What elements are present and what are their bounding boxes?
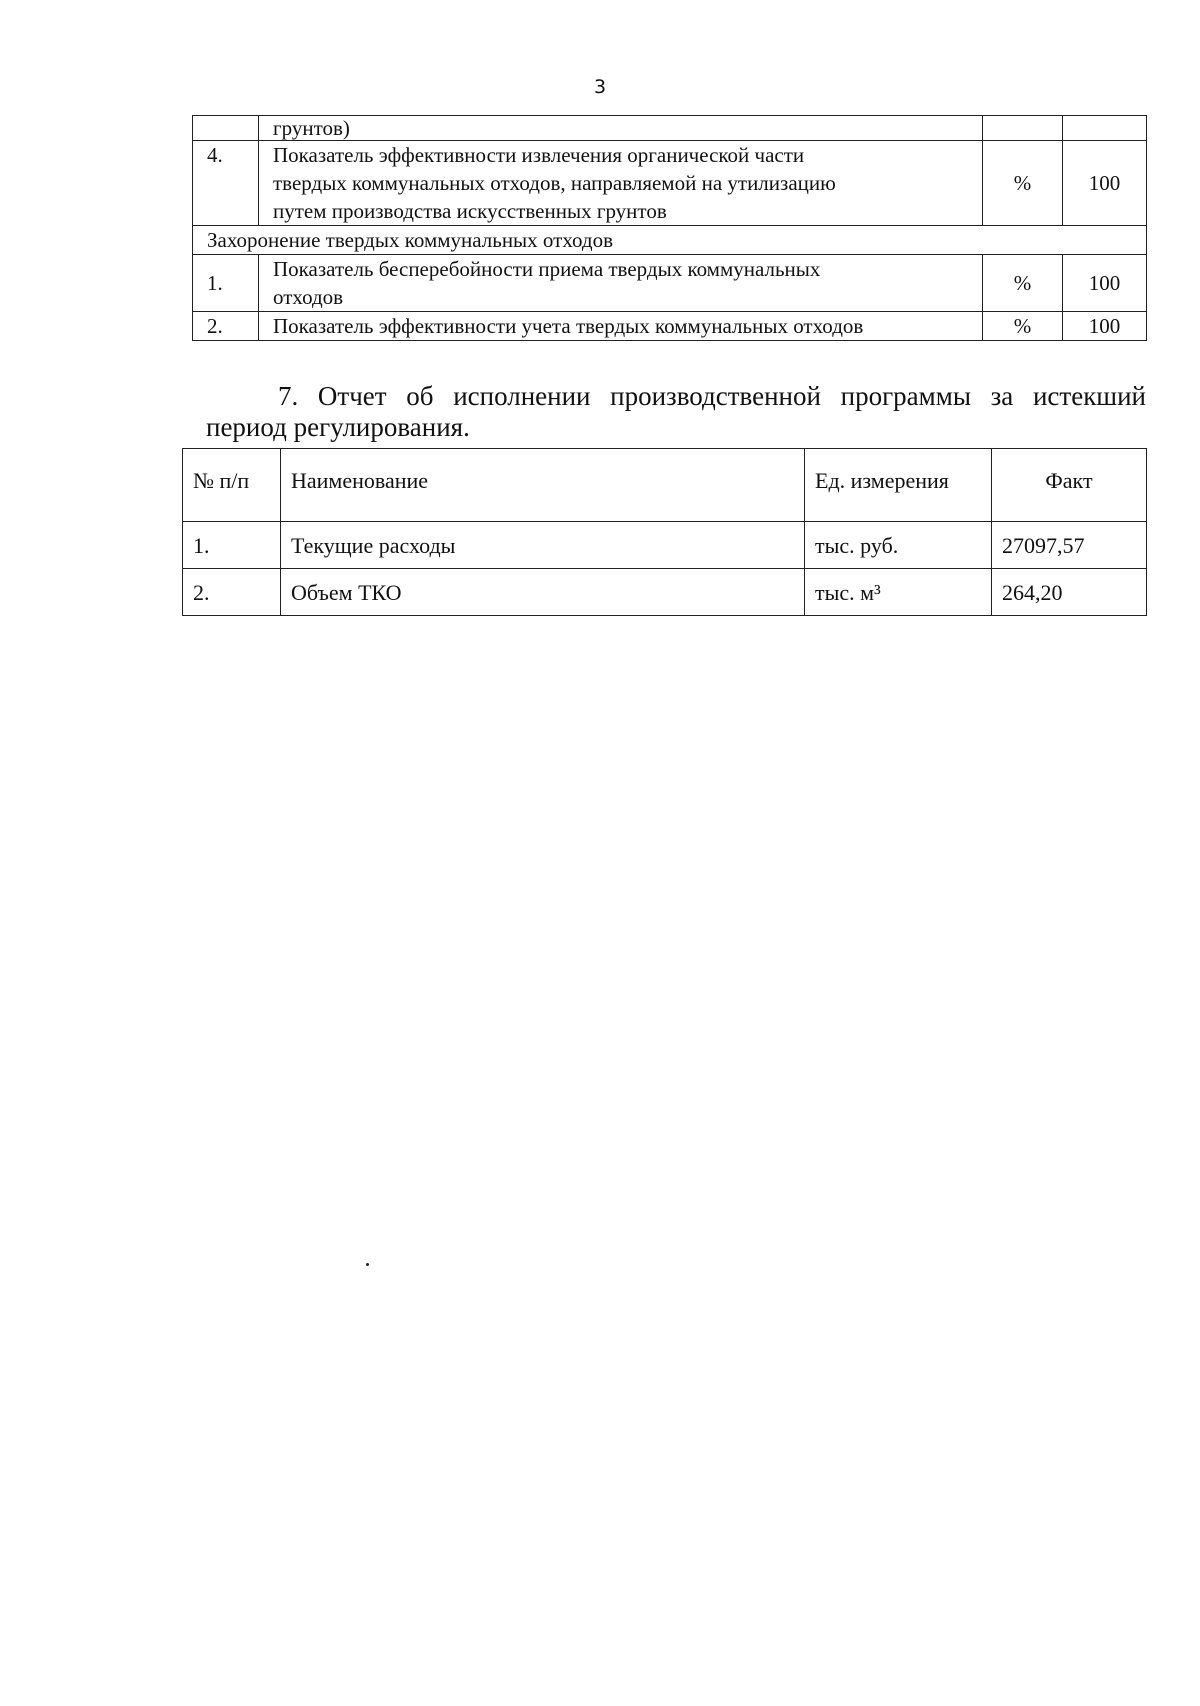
indicator-name	[259, 255, 983, 312]
indicator-name	[259, 312, 983, 341]
indicator-line: Показатель бесперебойности приема твердых коммунальных	[273, 257, 821, 281]
indicator-line: Показатель эффективности учета твердых коммунальных отходов	[273, 314, 864, 338]
value-cell: 100	[1063, 312, 1147, 341]
column-header-num: № п/п	[183, 449, 281, 522]
table-row	[193, 116, 1147, 141]
indicator-name: грунтов)	[259, 116, 983, 141]
item-name: Текущие расходы	[281, 522, 805, 569]
indicator-line: путем производства искусственных грунтов	[273, 199, 667, 223]
section-heading-line: 7. Отчет об исполнении производственной программы за истекший	[278, 381, 1146, 411]
column-header-fact: Факт	[992, 449, 1147, 522]
table-row	[193, 141, 1147, 226]
table-row	[193, 255, 1147, 312]
item-name: Объем ТКО	[281, 569, 805, 616]
fact-value: 27097,57	[992, 522, 1147, 569]
unit-cell: %	[983, 312, 1063, 341]
unit-cell: %	[983, 255, 1063, 312]
column-header-unit: Ед. измерения	[805, 449, 992, 522]
indicators-table	[192, 115, 1147, 341]
fact-value: 264,20	[992, 569, 1147, 616]
value-cell	[1063, 116, 1147, 141]
unit-cell: тыс. м³	[805, 569, 992, 616]
unit-cell: тыс. руб.	[805, 522, 992, 569]
page-number: 3	[593, 76, 607, 98]
indicator-line: твердых коммунальных отходов, направляемой на утилизацию	[273, 171, 836, 195]
stray-mark	[366, 1263, 369, 1266]
section-heading-line: период регулирования.	[206, 412, 470, 442]
row-number: 1.	[193, 255, 259, 312]
value-cell: 100	[1063, 141, 1147, 226]
indicator-line: Показатель эффективности извлечения органической части	[273, 143, 805, 167]
indicator-name	[259, 141, 983, 226]
table-row	[193, 312, 1147, 341]
row-number: 4.	[193, 141, 259, 226]
row-number: 1.	[183, 522, 281, 569]
section-title: Захоронение твердых коммунальных отходов	[193, 226, 1147, 255]
row-number	[193, 116, 259, 141]
unit-cell	[983, 116, 1063, 141]
table-row	[183, 522, 1147, 569]
row-number: 2.	[193, 312, 259, 341]
section-heading	[206, 381, 1146, 443]
report-table	[182, 448, 1147, 616]
indicator-line: отходов	[273, 285, 344, 309]
column-header-name: Наименование	[281, 449, 805, 522]
section-row	[193, 226, 1147, 255]
row-number: 2.	[183, 569, 281, 616]
value-cell: 100	[1063, 255, 1147, 312]
table-header-row	[183, 449, 1147, 522]
unit-cell: %	[983, 141, 1063, 226]
table-row	[183, 569, 1147, 616]
